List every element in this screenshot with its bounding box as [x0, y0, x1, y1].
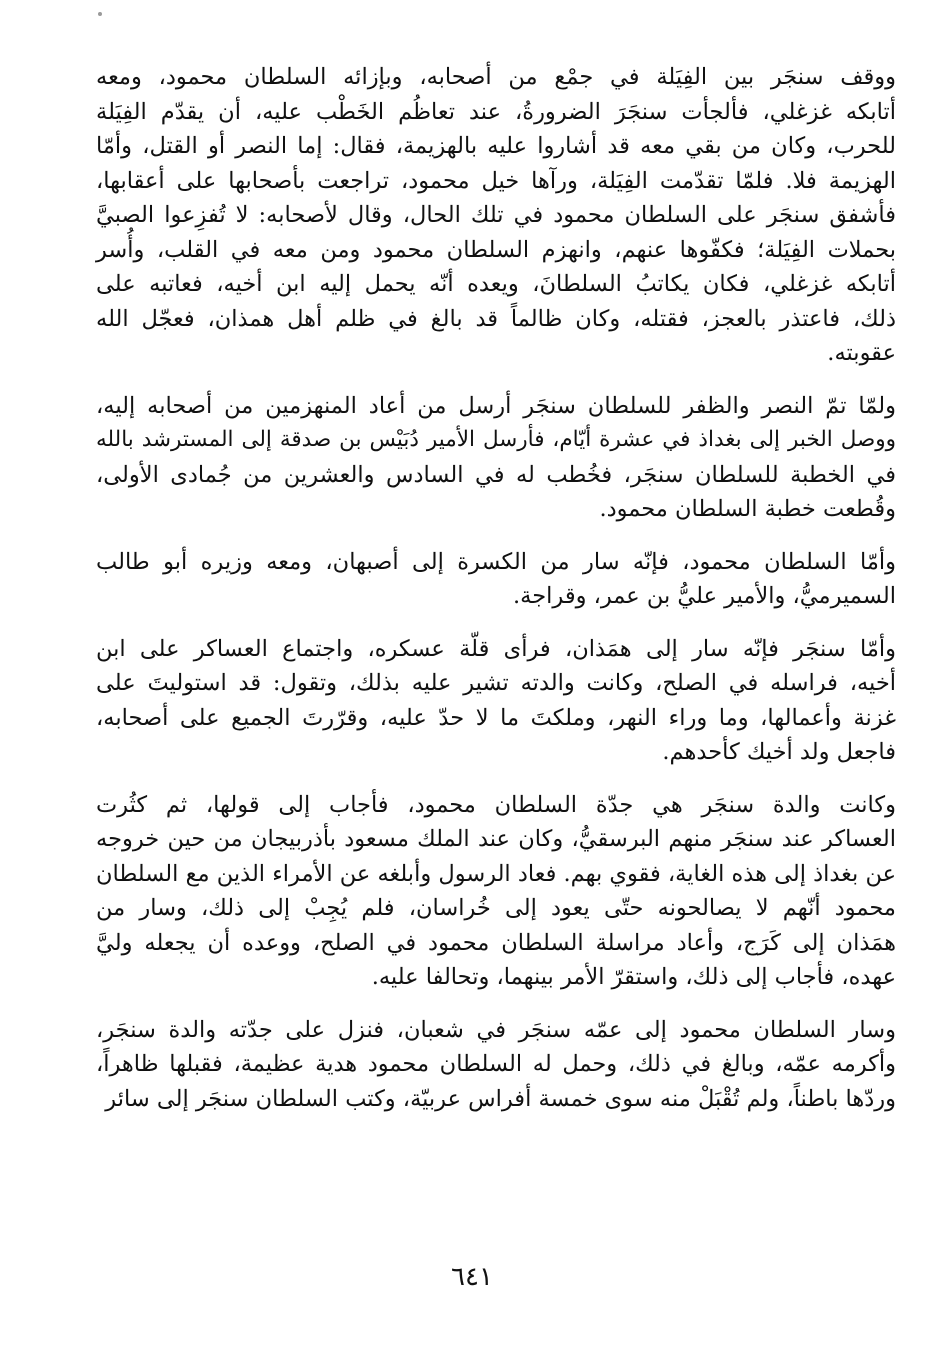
paragraph [96, 788, 896, 995]
paragraph [96, 632, 896, 770]
text-line: عن بغداذ إلى هذه الغاية، فقوي بهم. فعاد الرسول وأبلغه عن الأمراء الذين مع السلطان [95, 860, 896, 887]
paragraph [96, 389, 896, 527]
page-number: ٦٤١ [451, 1262, 493, 1292]
text-line: أخيه، فراسله في الصلح، وكانت والدته تشير عليه بذلك، وتقول: قد استوليتَ على [96, 670, 896, 696]
body-text [96, 60, 896, 1134]
text-line: همَذان إلى كَرَج، وأعاد مراسلة السلطان محمود في الصلح، ووعده أن يجعله وليَّ [96, 929, 896, 956]
text-line: ولمّا تمّ النصر والظفر للسلطان سنجَر أرسل من أعاد المنهزمين من أصحابه إليه، [96, 392, 896, 419]
text-line: محمود أنّهم لا يصالحونه حتّى يعود إلى خُراسان، فلم يُجِبْ إلى ذلك، وسار من [96, 895, 896, 921]
text-line: عهده، فأجاب إلى ذلك، واستقرّ الأمر بينهما، وتحالفا عليه. [371, 964, 896, 990]
paragraph [96, 545, 896, 614]
text-line: فاجعل ولد أخيك كأحدهم. [662, 739, 896, 765]
paragraph [96, 1013, 896, 1117]
text-line: ووقف سنجَر بين الفِيَلة في جمْع من أصحابه، وبإزائه السلطان محمود، ومعه [96, 64, 896, 90]
text-line: بحملات الفِيَلة؛ فكفّوها عنهم، وانهزم السلطان محمود ومن معه في القلب، وأُسر [96, 236, 896, 263]
text-line: للحرب، وكان من بقي معه قد أشاروا عليه بالهزيمة، فقال: إما النصر أو القتل، وأمّا [96, 133, 896, 159]
text-line: أتابكه غزغلي، فكان يكاتبُ السلطانَ، ويعده أنّه يحمل إليه ابن أخيه، فعاتبه على [96, 271, 896, 297]
text-line: السميرميُّ، والأمير عليُّ بن عمر، وقراجة. [513, 583, 896, 609]
text-line: العساكر عند سنجَر منهم البرسقيُّ، وكان عند الملك مسعود بأذربيجان من حين خروجه [96, 826, 896, 852]
text-line: وقُطعت خطبة السلطان محمود. [599, 496, 896, 522]
text-line: عقوبته. [827, 340, 896, 366]
text-line: وكانت والدة سنجَر هي جدّة السلطان محمود، فأجاب إلى قولها، ثم كثُرت [96, 791, 896, 818]
text-line: وسار السلطان محمود إلى عمّه سنجَر في شعبان، فنزل على جدّته والدة سنجَر، [96, 1016, 896, 1043]
text-line: الهزيمة فلا. فلمّا تقدّمت الفِيَلة، ورآها خيل محمود، تراجعت بأصحابها على أعقابها، [96, 167, 896, 194]
text-line: وأكرمه عمّه، وبالغ في ذلك، وحمل له السلطان محمود هدية عظيمة، فقبلها ظاهراً، [96, 1051, 896, 1077]
page-corner-mark [98, 12, 102, 16]
text-line: وأمّا سنجَر فإنّه سار إلى همَذان، فرأى قلّة عسكره، واجتماع العساكر على ابن [96, 635, 896, 662]
text-line: غزنة وأعمالها، وما وراء النهر، وملكتَ ما لا حدّ عليه، وقرّرتَ الجميع على أصحابه، [96, 704, 896, 731]
text-line: في الخطبة للسلطان سنجَر، فخُطب له في السادس والعشرين من جُمادى الأولى، [96, 461, 896, 488]
text-line: وردّها باطناً، ولم تُقْبَلْ منه سوى خمسة أفراس عربيّة، وكتب السلطان سنجَر إلى سائر [105, 1085, 896, 1112]
paragraph [96, 60, 896, 371]
text-line: ذلك، فاعتذر بالعجز، فقتله، وكان ظالماً قد بالغ في ظلم أهل همذان، فعجّل الله [96, 305, 896, 332]
text-line: وأمّا السلطان محمود، فإنّه سار من الكسرة إلى أصبهان، ومعه وزيره أبو طالب [96, 548, 896, 575]
text-line: فأشفق سنجَر على السلطان محمود في تلك الحال، وقال لأصحابه: لا تُفزِعوا الصبيَّ [96, 202, 896, 228]
text-line: ووصل الخبر إلى بغداذ في عشرة أيّام، فأرسل الأمير دُبَيْس بن صدقة إلى المسترشد بالله [96, 427, 896, 452]
text-line: أتابكه غزغلي، فألجأت سنجَرَ الضرورةُ، عند تعاظُم الخَطْب عليه، أن يقدّم الفِيَلة [96, 98, 896, 125]
